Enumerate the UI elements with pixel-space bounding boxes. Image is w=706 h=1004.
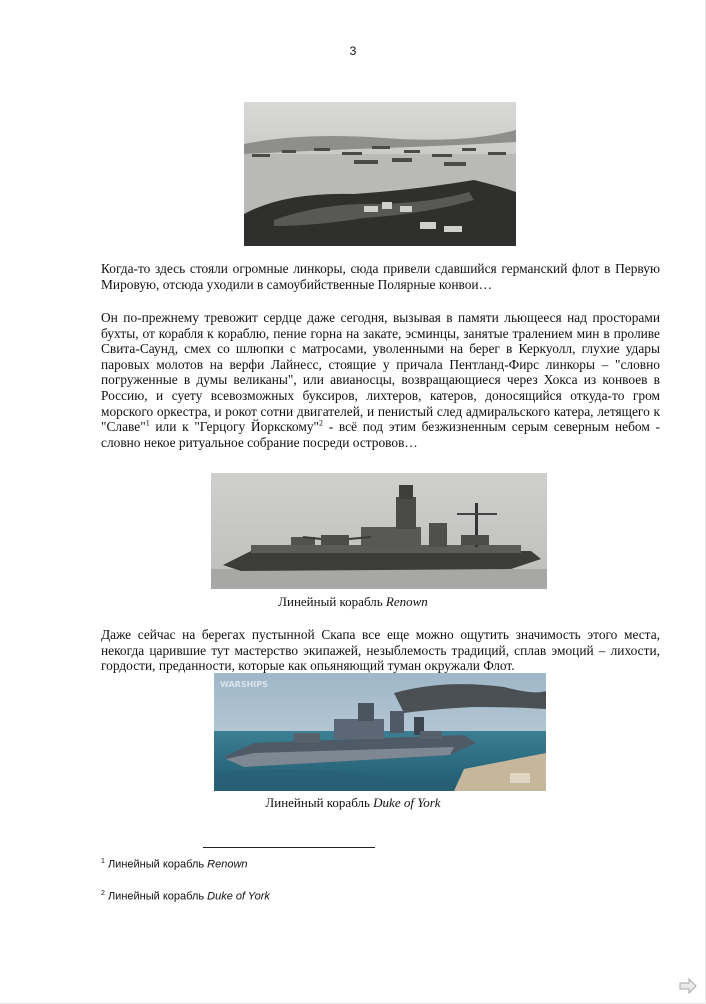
paragraph-3: Даже сейчас на берегах пустынной Скапа все еще можно ощутить значимость этого места, некогда царившие тут мастерство экипажей, незыблемость традиций, сплав эмоций – лихости, гордости, преданности, которые как опьяняющий туман окружали Флот. bbox=[101, 627, 660, 674]
renown-caption-prefix: Линейный корабль bbox=[278, 594, 386, 609]
renown-caption bbox=[0, 594, 706, 610]
footnote-1 bbox=[101, 858, 248, 871]
duke-of-york-caption bbox=[0, 795, 706, 811]
renown-caption-name: Renown bbox=[385, 594, 428, 609]
footnote-1-name: Renown bbox=[207, 858, 248, 871]
footnote-ref-1[interactable]: 1 bbox=[145, 418, 150, 428]
footnote-2-name: Duke of York bbox=[207, 890, 270, 903]
paragraph-2 bbox=[101, 310, 660, 450]
harbor-photo bbox=[244, 102, 516, 246]
duke-caption-prefix: Линейный корабль bbox=[265, 795, 374, 810]
footnote-2-mark: 2 bbox=[101, 890, 105, 897]
next-page-arrow-icon[interactable] bbox=[678, 976, 698, 996]
renown-photo bbox=[211, 473, 547, 589]
footnote-ref-2[interactable]: 2 bbox=[319, 418, 323, 428]
footnote-1-prefix: Линейный корабль bbox=[104, 858, 208, 871]
paragraph-1: Когда-то здесь стояли огромные линкоры, сюда привели сдавшийся германский флот в Первую Мировую, отсюда уходили в самоубийственные Полярные конвои… bbox=[101, 261, 660, 292]
watermark: WARSHIPS bbox=[220, 680, 268, 689]
footnote-1-mark: 1 bbox=[101, 858, 105, 865]
paragraph-2-text-a: Он по-прежнему тревожит сердце даже сегодня, вызывая в памяти льющееся над просторами бухты, от корабля к кораблю, пение горна на закате, эсминцы, занятые тралением мин в проливе Свита-Саунд, смех со шлюпки с матросами, уволенными на берег в Керкуолл, глухие удары паровых молотов на верфи Лайнесс, стоящие у причала Пентланд-Фирс линкоры – "словно погруженные в думы великаны", или авианосцы, возвращающиеся через Хокса из конвоев в Россию, и суету всевозможных буксиров, лихтеров, катеров, доносящийся откуда-то гром морского оркестра, и рокот сотни двигателей, и пенистый след адмиральского катера, летящего к "Славе" bbox=[101, 310, 660, 435]
duke-of-york-photo bbox=[214, 673, 546, 791]
footnote-separator bbox=[203, 847, 375, 848]
footnote-2 bbox=[101, 890, 270, 903]
paragraph-2-text-c: - всё под этим безжизненным серым северным небом - словно некое ритуальное собрание посреди островов… bbox=[101, 419, 660, 450]
page-number: 3 bbox=[349, 44, 357, 58]
duke-caption-name: Duke of York bbox=[373, 795, 441, 810]
footnote-2-prefix: Линейный корабль bbox=[104, 890, 208, 903]
paragraph-2-text-b: или к "Герцогу Йоркскому" bbox=[149, 419, 319, 435]
